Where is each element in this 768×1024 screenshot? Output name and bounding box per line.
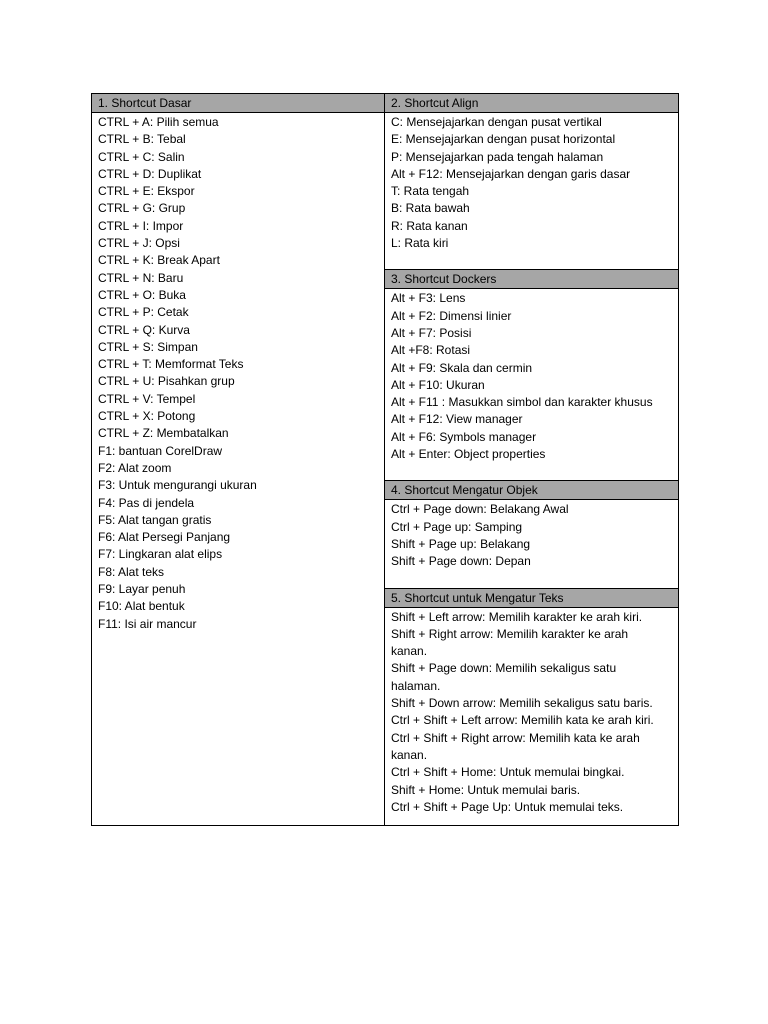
shortcut-line: F9: Layar penuh — [98, 582, 186, 597]
section-items — [385, 608, 678, 817]
shortcut-line: Alt + F3: Lens — [391, 291, 466, 306]
section-shortcut-dasar — [92, 94, 384, 633]
shortcut-line: Alt +F8: Rotasi — [391, 343, 471, 358]
shortcut-line: Alt + F2: Dimensi linier — [391, 308, 512, 323]
shortcut-line: L: Rata kiri — [391, 236, 449, 251]
shortcut-line: Alt + F7: Posisi — [391, 325, 472, 340]
shortcut-line: Alt + F9: Skala dan cermin — [391, 360, 533, 375]
shortcut-line: B: Rata bawah — [391, 201, 470, 216]
shortcut-line: F6: Alat Persegi Panjang — [98, 530, 231, 545]
shortcut-line: Alt + F12: View manager — [391, 412, 523, 427]
shortcut-line: P: Mensejajarkan pada tengah halaman — [391, 149, 604, 164]
section-items — [385, 500, 678, 570]
shortcut-table — [91, 93, 679, 826]
shortcut-line: F11: Isi air mancur — [98, 616, 197, 631]
section-shortcut-align — [385, 94, 678, 269]
section-shortcut-dockers — [385, 269, 678, 480]
section-header: 4. Shortcut Mengatur Objek — [385, 480, 678, 500]
section-items — [385, 113, 678, 252]
section-header: 1. Shortcut Dasar — [92, 94, 384, 113]
section-shortcut-mengatur-objek — [385, 480, 678, 587]
shortcut-line: Shift + Home: Untuk memulai baris. — [391, 782, 581, 797]
shortcut-line: F8: Alat teks — [98, 564, 165, 579]
shortcut-line: CTRL + Z: Membatalkan — [98, 426, 229, 441]
shortcut-line: CTRL + C: Salin — [98, 149, 185, 164]
shortcut-line: CTRL + T: Memformat Teks — [98, 357, 244, 372]
section-items — [92, 113, 384, 633]
shortcut-line: CTRL + S: Simpan — [98, 339, 198, 354]
shortcut-line: Alt + F10: Ukuran — [391, 377, 485, 392]
shortcut-line: Alt + Enter: Object properties — [391, 447, 546, 462]
shortcut-line: CTRL + N: Baru — [98, 270, 184, 285]
shortcut-line: Alt + F11 : Masukkan simbol dan karakter khusus — [391, 395, 653, 410]
section-shortcut-mengatur-teks — [385, 588, 678, 817]
shortcut-line: CTRL + D: Duplikat — [98, 166, 202, 181]
shortcut-line: Ctrl + Shift + Home: Untuk memulai bingkai. — [391, 765, 625, 780]
shortcut-line: CTRL + E: Ekspor — [98, 184, 195, 199]
shortcut-line: Alt + F6: Symbols manager — [391, 429, 537, 444]
shortcut-line: C: Mensejajarkan dengan pusat vertikal — [391, 115, 602, 129]
section-header: 5. Shortcut untuk Mengatur Teks — [385, 588, 678, 608]
shortcut-line: CTRL + J: Opsi — [98, 236, 180, 251]
shortcut-line: F4: Pas di jendela — [98, 495, 195, 510]
shortcut-line: Shift + Left arrow: Memilih karakter ke arah kiri. — [391, 609, 643, 624]
shortcut-line: CTRL + V: Tempel — [98, 391, 196, 406]
shortcut-line: CTRL + X: Potong — [98, 409, 196, 424]
shortcut-line: F5: Alat tangan gratis — [98, 512, 212, 527]
shortcut-line: Ctrl + Shift + Page Up: Untuk memulai teks. — [391, 799, 624, 814]
shortcut-line: Ctrl + Shift + Right arrow: Memilih kata ke arah — [391, 730, 640, 745]
shortcut-line: Shift + Page down: Memilih sekaligus satu — [391, 661, 617, 676]
shortcut-line: Shift + Page up: Belakang — [391, 536, 531, 551]
shortcut-line: F10: Alat bentuk — [98, 599, 185, 614]
shortcut-line: F3: Untuk mengurangi ukuran — [98, 478, 257, 493]
shortcut-line: F2: Alat zoom — [98, 460, 172, 475]
shortcut-line: halaman. — [391, 678, 441, 693]
shortcut-line: E: Mensejajarkan dengan pusat horizontal — [391, 132, 616, 147]
shortcut-line: Ctrl + Page down: Belakang Awal — [391, 502, 569, 517]
shortcut-line: CTRL + K: Break Apart — [98, 253, 220, 268]
shortcut-line: CTRL + G: Grup — [98, 201, 186, 216]
section-header: 2. Shortcut Align — [385, 94, 678, 113]
shortcut-line: Ctrl + Page up: Samping — [391, 519, 523, 534]
shortcut-line: CTRL + Q: Kurva — [98, 322, 190, 337]
section-items — [385, 289, 678, 463]
shortcut-line: Shift + Right arrow: Memilih karakter ke arah — [391, 626, 629, 641]
shortcut-line: CTRL + U: Pisahkan grup — [98, 374, 235, 389]
shortcut-line: CTRL + P: Cetak — [98, 305, 189, 320]
shortcut-line: Shift + Down arrow: Memilih sekaligus satu baris. — [391, 696, 653, 711]
shortcut-line: F7: Lingkaran alat elips — [98, 547, 223, 562]
shortcut-line: R: Rata kanan — [391, 218, 468, 233]
shortcut-line: Alt + F12: Mensejajarkan dengan garis dasar — [391, 166, 631, 181]
shortcut-line: kanan. — [391, 747, 428, 762]
shortcut-line: Ctrl + Shift + Left arrow: Memilih kata ke arah kiri. — [391, 713, 654, 728]
shortcut-line: Shift + Page down: Depan — [391, 554, 531, 569]
right-column — [385, 94, 678, 825]
section-header: 3. Shortcut Dockers — [385, 269, 678, 289]
left-column — [92, 94, 385, 825]
shortcut-line: CTRL + B: Tebal — [98, 132, 186, 147]
shortcut-line: CTRL + A: Pilih semua — [98, 115, 219, 129]
shortcut-line: T: Rata tengah — [391, 184, 470, 199]
shortcut-line: CTRL + O: Buka — [98, 287, 186, 302]
shortcut-line: CTRL + I: Impor — [98, 218, 184, 233]
shortcut-line: kanan. — [391, 644, 428, 659]
shortcut-line: F1: bantuan CorelDraw — [98, 443, 223, 458]
